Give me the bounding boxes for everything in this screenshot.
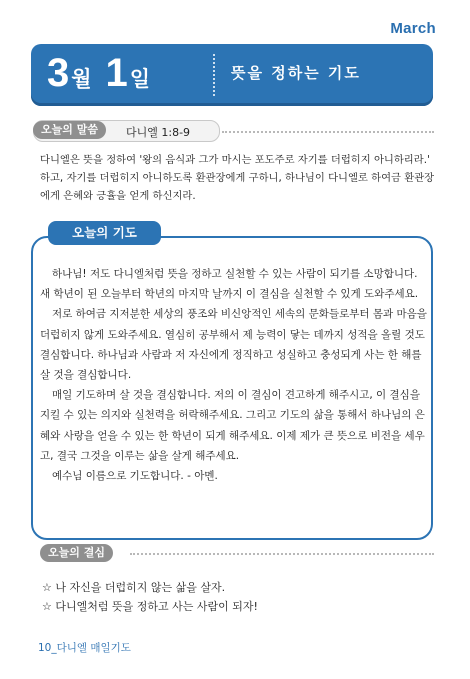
banner-divider xyxy=(213,54,215,96)
month-number: 3 xyxy=(47,51,70,95)
prayer-label: 오늘의 기도 xyxy=(48,221,161,245)
prayer-text xyxy=(40,264,430,486)
prayer-paragraph: 저로 하여금 지저분한 세상의 풍조와 비신앙적인 세속의 문화들로부터 몸과 마음을 더럽히지 않게 도와주세요. 열심히 공부해서 제 능력이 닿는 데까지 성적을 올릴 것도 결심합니다. 하나님과 사람과 저 자신에게 정직하고 성실하고 충성되게 사는 한 해를 살 것을 결심합니다. xyxy=(40,308,427,382)
prayer-paragraph: 예수님 이름으로 기도합니다. - 아멘. xyxy=(52,470,218,483)
date-banner xyxy=(31,44,433,106)
list-item: ☆ 나 자신을 더럽히지 않는 삶을 살자. xyxy=(42,581,226,594)
page-title: 뜻을 정하는 기도 xyxy=(231,64,361,82)
date-heading xyxy=(47,51,164,96)
day-unit: 일 xyxy=(129,67,151,91)
scripture-text: 다니엘은 뜻을 정하여 '왕의 음식과 그가 마시는 포도주로 자기를 더럽히지 아니하리라.' 하고, 자기를 더럽히지 아니하도록 환관장에게 구하니, 하나님이 다니엘로 하여금 환관장에게 은혜와 긍휼을 얻게 하신지라. xyxy=(40,154,435,202)
resolution-label: 오늘의 결심 xyxy=(40,544,113,562)
list-item: ☆ 다니엘처럼 뜻을 정하고 사는 사람이 되자! xyxy=(42,600,258,613)
scripture-label: 오늘의 말씀 xyxy=(33,121,106,139)
scripture-reference: 다니엘 1:8-9 xyxy=(126,126,191,139)
resolution-divider xyxy=(130,553,434,555)
month-label: March xyxy=(390,20,436,37)
scripture-divider xyxy=(222,131,434,133)
month-unit: 월 xyxy=(71,67,92,91)
prayer-paragraph: 매일 기도하며 살 것을 결심합니다. 저의 이 결심이 견고하게 해주시고, 이 결심을 지킬 수 있는 의지와 실천력을 허락해주세요. 그리고 기도의 삶을 통해서 하나님의 은혜와 사랑을 얻을 수 있는 한 학년이 되게 해주세요. 이제 제가 큰 뜻으로 비전을 세우고, 결국 그것을 이루는 삶을 살게 해주세요. xyxy=(40,389,425,462)
day-number: 1 xyxy=(105,51,128,95)
prayer-paragraph: 하나님! 저도 다니엘처럼 뜻을 정하고 실천할 수 있는 사람이 되기를 소망합니다. 새 학년이 된 오늘부터 학년의 마지막 날까지 이 결심을 실천할 수 있게 도와주세요. xyxy=(40,268,419,301)
resolution-list xyxy=(42,578,258,616)
page-footer: 10_다니엘 매일기도 xyxy=(38,642,131,654)
